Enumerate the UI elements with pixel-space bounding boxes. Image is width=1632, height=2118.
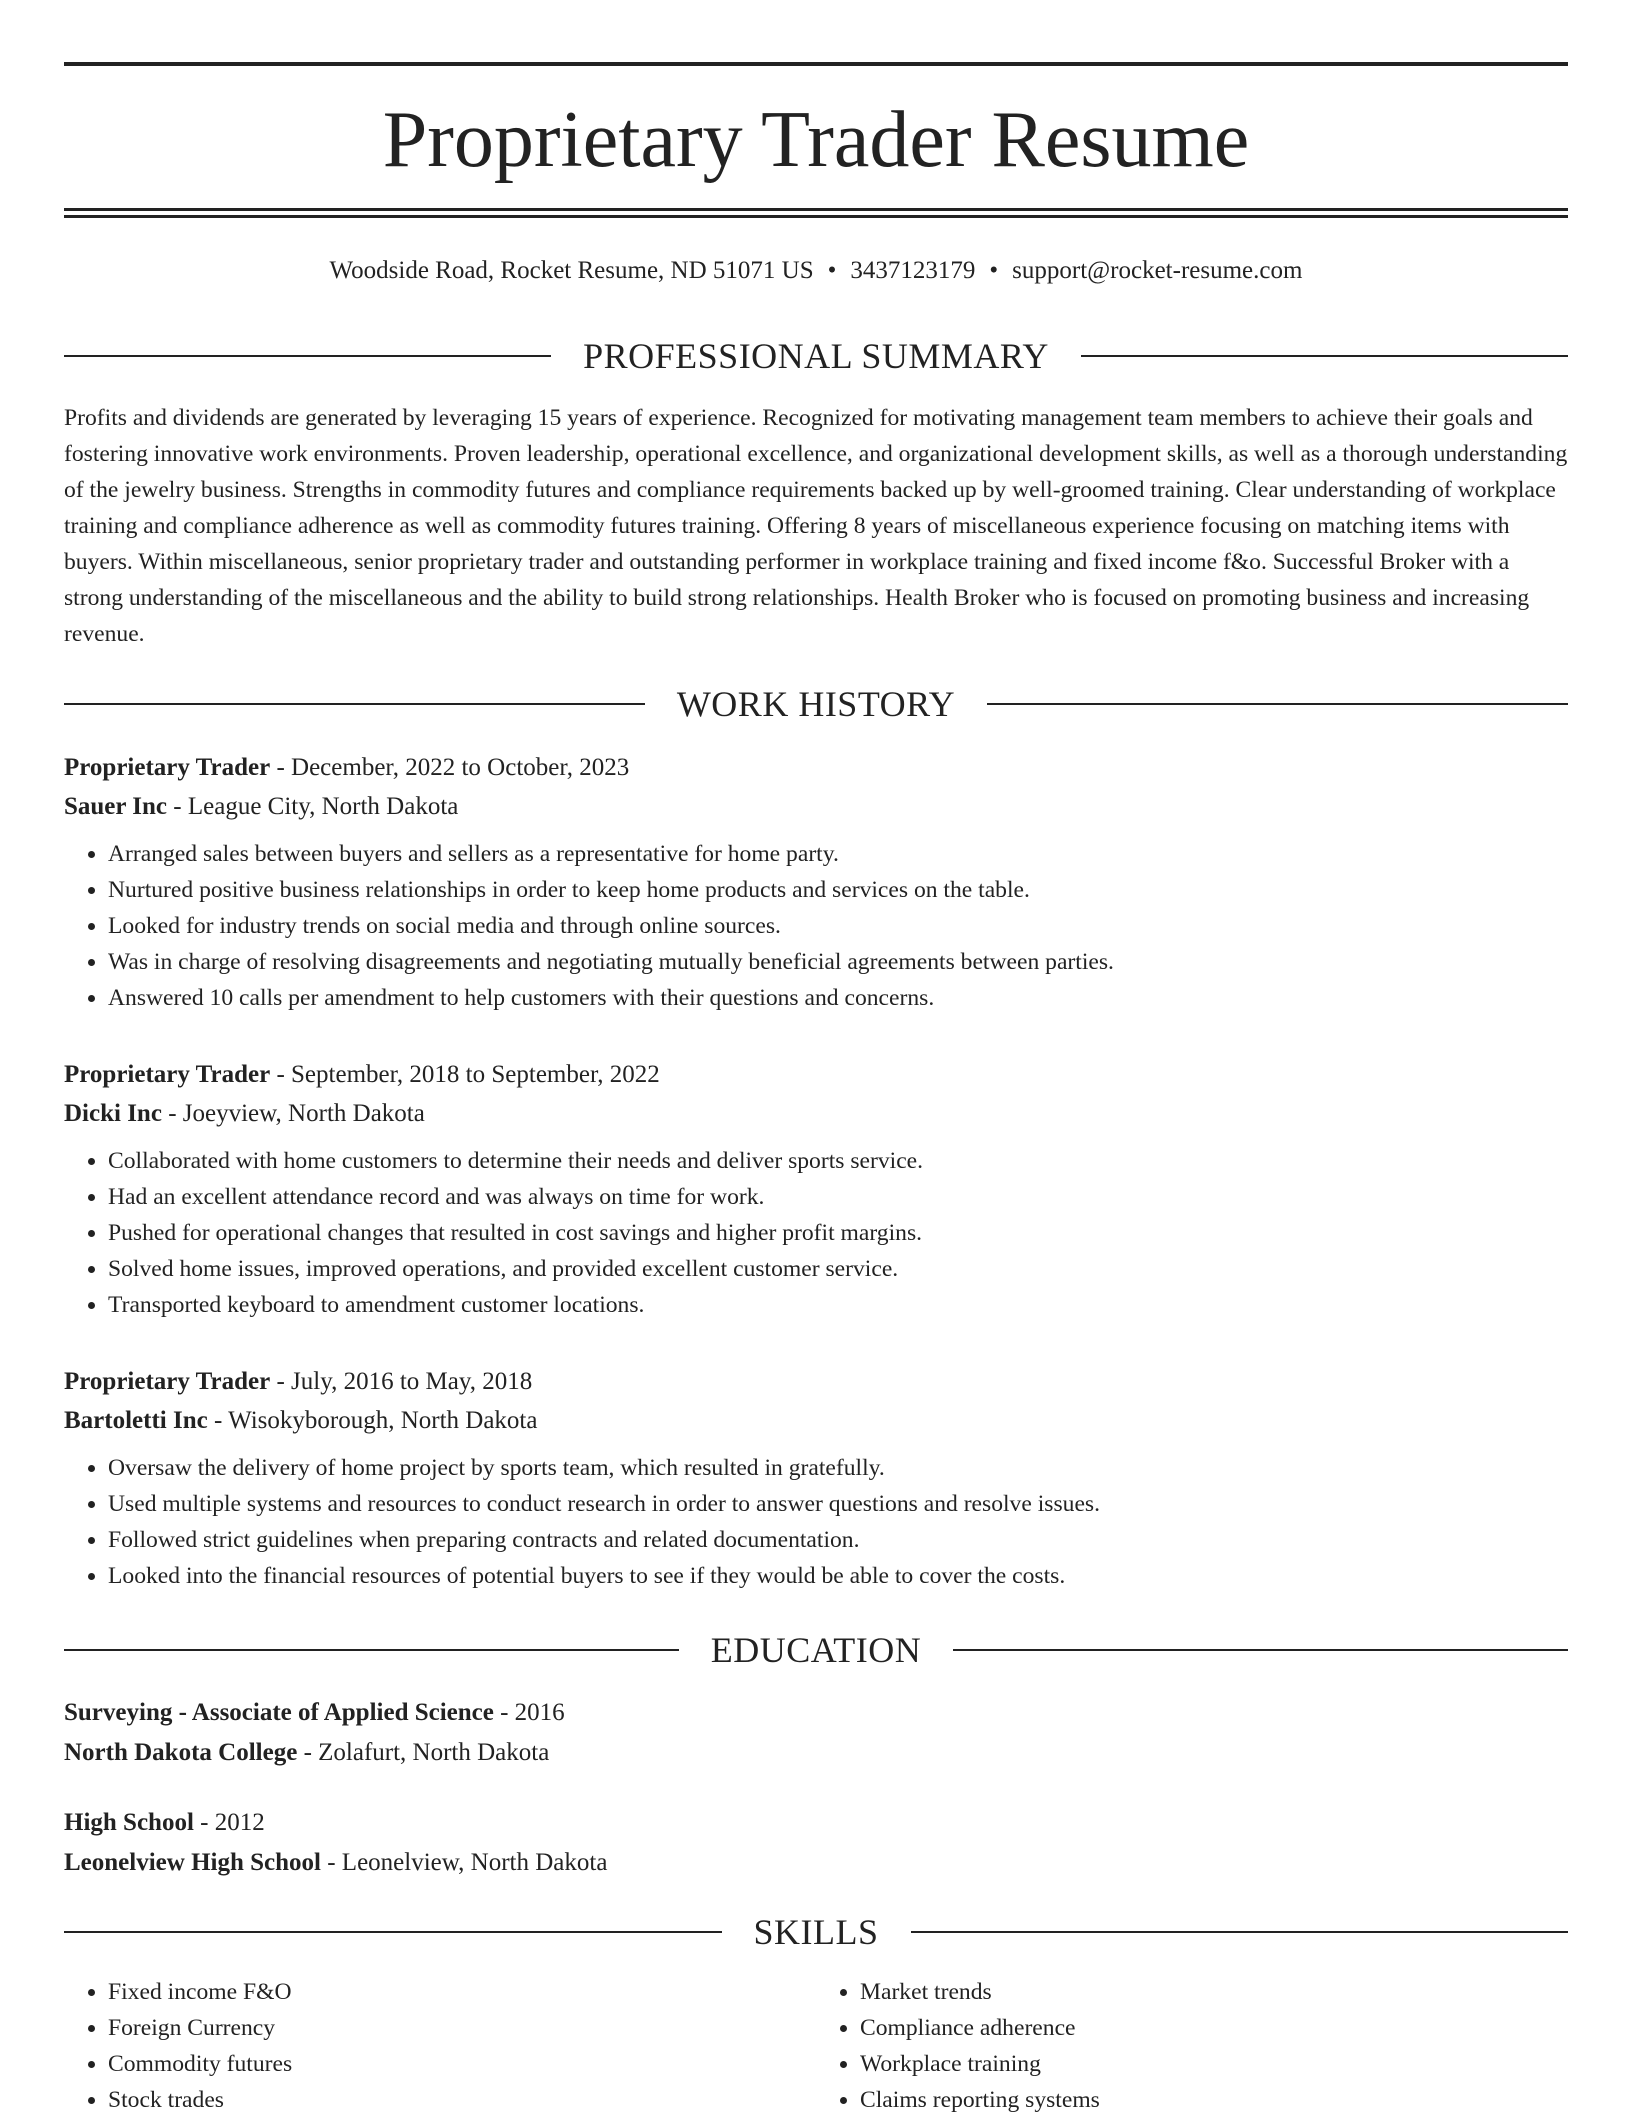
education-year: - 2012 xyxy=(193,1809,265,1836)
job-dates: - September, 2018 to September, 2022 xyxy=(270,1061,660,1088)
job-company: Dicki Inc xyxy=(64,1100,162,1127)
education-entry xyxy=(64,1693,1568,1773)
contact-address: Woodside Road, Rocket Resume, ND 51071 US xyxy=(329,257,814,284)
list-item: • Was in charge of resolving disagreements and negotiating mutually beneficial agreements between parties. xyxy=(108,944,1568,980)
job-location: - League City, North Dakota xyxy=(167,793,459,820)
contact-email: support@rocket-resume.com xyxy=(1012,257,1303,284)
skill-item: • Commodity futures xyxy=(108,2046,816,2082)
section-title: PROFESSIONAL SUMMARY xyxy=(583,336,1049,376)
section-title: EDUCATION xyxy=(710,1630,922,1670)
list-item: • Had an excellent attendance record and was always on time for work. xyxy=(108,1179,1568,1215)
job-dates: - July, 2016 to May, 2018 xyxy=(270,1368,533,1395)
skill-item: • Compliance adherence xyxy=(860,2010,1568,2046)
education-school: Leonelview High School xyxy=(64,1849,321,1876)
list-item: • Transported keyboard to amendment customer locations. xyxy=(108,1287,1568,1323)
job-location: - Wisokyborough, North Dakota xyxy=(207,1407,538,1434)
page-title: Proprietary Trader Resume xyxy=(382,96,1250,184)
section-heading-education xyxy=(64,1630,1568,1670)
section-title: WORK HISTORY xyxy=(676,684,956,724)
skill-item: • Market trends xyxy=(860,1974,1568,2010)
list-item: • Solved home issues, improved operations, and provided excellent customer service. xyxy=(108,1251,1568,1287)
list-item: • Looked for industry trends on social media and through online sources. xyxy=(108,908,1568,944)
skills-column-right xyxy=(816,1974,1568,2118)
heading-rule xyxy=(64,355,551,357)
skills-list xyxy=(64,1974,1568,2118)
list-item: • Nurtured positive business relationships in order to keep home products and services on the table. xyxy=(108,872,1568,908)
list-item: • Looked into the financial resources of potential buyers to see if they would be able to cover the costs. xyxy=(108,1558,1568,1594)
summary-text: Profits and dividends are generated by leveraging 15 years of experience. Recognized for motivating management team members to achieve their goals and fostering innovative work environments. Proven leadership, operational excellence, and organizational development skills, as well as a thorough understanding of the jewelry business. Strengths in commodity futures and compliance requirements backed up by well-groomed training. Clear understanding of workplace training and compliance adherence as well as commodity futures training. Offering 8 years of miscellaneous experience focusing on matching items with buyers. Within miscellaneous, senior proprietary trader and outstanding performer in workplace training and fixed income f&o. Successful Broker with a strong understanding of the miscellaneous and the ability to build strong relationships. Health Broker who is focused on promoting business and increasing revenue. xyxy=(64,405,1568,647)
contact-line xyxy=(64,255,1568,287)
job-entry xyxy=(64,748,1568,1016)
education-year: - 2016 xyxy=(493,1699,565,1726)
heading-rule xyxy=(64,703,645,705)
skill-item: • Workplace training xyxy=(860,2046,1568,2082)
education-school: North Dakota College xyxy=(64,1739,298,1766)
title-double-rule xyxy=(64,208,1568,218)
skill-item: • Fixed income F&O xyxy=(108,1974,816,2010)
contact-separator: • xyxy=(827,257,837,284)
section-heading-summary xyxy=(64,336,1568,376)
section-heading-skills xyxy=(64,1912,1568,1952)
list-item: • Arranged sales between buyers and sellers as a representative for home party. xyxy=(108,836,1568,872)
heading-rule xyxy=(1081,355,1568,357)
list-item: • Used multiple systems and resources to conduct research in order to answer questions and resolve issues. xyxy=(108,1486,1568,1522)
job-bullets xyxy=(64,1143,1568,1323)
education-location: - Zolafurt, North Dakota xyxy=(297,1739,550,1766)
skills-column-left xyxy=(64,1974,816,2118)
section-heading-work-history xyxy=(64,684,1568,724)
job-title: Proprietary Trader xyxy=(64,754,271,781)
job-bullets xyxy=(64,1450,1568,1594)
education-location: - Leonelview, North Dakota xyxy=(320,1849,608,1876)
list-item: • Oversaw the delivery of home project by sports team, which resulted in gratefully. xyxy=(108,1450,1568,1486)
list-item: • Answered 10 calls per amendment to help customers with their questions and concerns. xyxy=(108,980,1568,1016)
education-degree: Surveying - Associate of Applied Science xyxy=(64,1699,494,1726)
job-company: Sauer Inc xyxy=(64,793,168,820)
heading-rule xyxy=(64,1649,679,1651)
list-item: • Collaborated with home customers to determine their needs and deliver sports service. xyxy=(108,1143,1568,1179)
contact-separator: • xyxy=(989,257,999,284)
heading-rule xyxy=(911,1931,1569,1933)
contact-phone: 3437123179 xyxy=(850,257,976,284)
list-item: • Followed strict guidelines when preparing contracts and related documentation. xyxy=(108,1522,1568,1558)
job-location: - Joeyview, North Dakota xyxy=(161,1100,425,1127)
list-item: • Pushed for operational changes that resulted in cost savings and higher profit margins. xyxy=(108,1215,1568,1251)
job-title: Proprietary Trader xyxy=(64,1368,271,1395)
heading-rule xyxy=(987,703,1568,705)
job-entry xyxy=(64,1362,1568,1594)
job-title: Proprietary Trader xyxy=(64,1061,271,1088)
job-company: Bartoletti Inc xyxy=(64,1407,208,1434)
skill-item: • Claims reporting systems xyxy=(860,2082,1568,2118)
heading-rule xyxy=(953,1649,1568,1651)
job-entry xyxy=(64,1055,1568,1323)
job-bullets xyxy=(64,836,1568,1016)
skill-item: • Foreign Currency xyxy=(108,2010,816,2046)
skill-item: • Stock trades xyxy=(108,2082,816,2118)
education-degree: High School xyxy=(64,1809,194,1836)
job-dates: - December, 2022 to October, 2023 xyxy=(270,754,630,781)
section-title: SKILLS xyxy=(753,1912,879,1952)
top-rule xyxy=(64,62,1568,66)
heading-rule xyxy=(64,1931,722,1933)
education-entry xyxy=(64,1803,1568,1883)
